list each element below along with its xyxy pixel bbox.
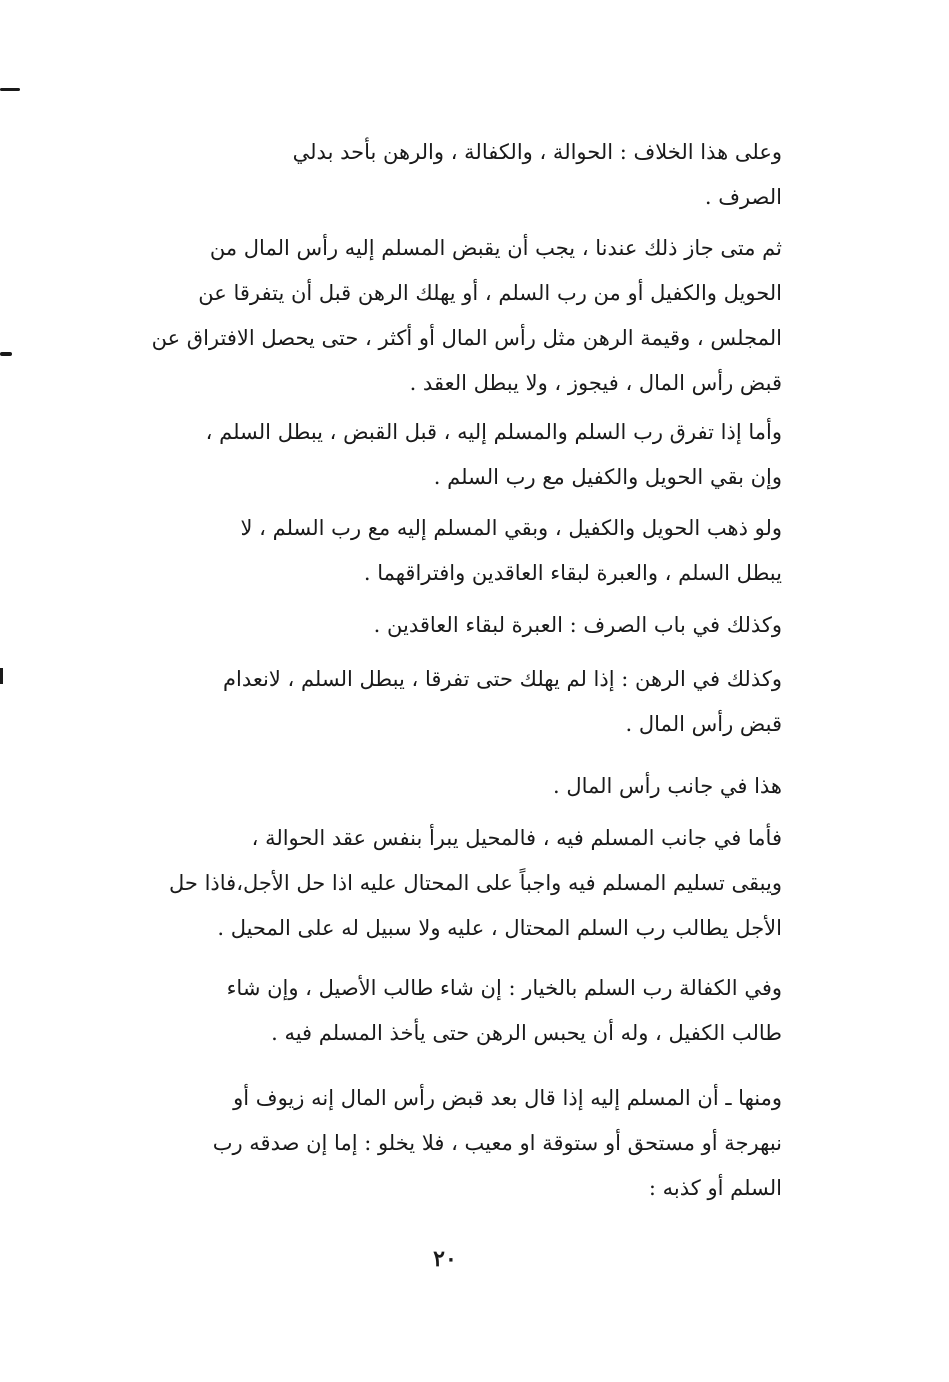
paragraph-capital-side: هذا في جانب رأس المال . bbox=[552, 774, 782, 798]
paragraph-pledge: وكذلك في الرهن : إذا لم يهلك حتى تفرقا ، يبطل السلم ، لانعدام قبض رأس المال . bbox=[223, 667, 782, 736]
paragraph-transfer-guarantee-pledge: وعلى هذا الخلاف : الحوالة ، والكفالة ، والرهن بأحد بدلي الصرف . bbox=[292, 140, 782, 209]
margin-scan-mark bbox=[0, 352, 12, 356]
paragraph-separation-before-receipt: وأما إذا تفرق رب السلم والمسلم إليه ، قبل القبض ، يبطل السلم ، وإن بقي الحويل والكفيل مع رب السلم . bbox=[205, 420, 782, 489]
page-number: ٢٠ bbox=[433, 1246, 457, 1272]
margin-scan-mark bbox=[0, 668, 3, 684]
paragraph-goods-side: فأما في جانب المسلم فيه ، فالمحيل يبرأ بنفس عقد الحوالة ، ويبقى تسليم المسلم فيه واجباً على المحتال عليه اذا حل الأجل،فاذا حل الأجل يطالب رب السلم المحتال ، عليه ولا سبيل له على المحيل . bbox=[169, 826, 782, 940]
margin-scan-mark bbox=[0, 88, 20, 91]
paragraph-exchange-chapter: وكذلك في باب الصرف : العبرة لبقاء العاقدين . bbox=[373, 613, 782, 637]
paragraph-defective-capital: ومنها ـ أن المسلم إليه إذا قال بعد قبض رأس المال إنه زيوف أو نبهرجة أو مستحق أو ستوقة او معيب ، فلا يخلو : إما إن صدقه رب السلم أو كذبه : bbox=[212, 1086, 782, 1200]
paragraph-guarantee-option: وفي الكفالة رب السلم بالخيار : إن شاء طالب الأصيل ، وإن شاء طالب الكفيل ، وله أن يحبس الرهن حتى يأخذ المسلم فيه . bbox=[226, 976, 782, 1045]
paragraph-contracting-parties: ولو ذهب الحويل والكفيل ، وبقي المسلم إليه مع رب السلم ، لا يبطل السلم ، والعبرة لبقاء العاقدين وافتراقهما . bbox=[240, 516, 782, 585]
paragraph-capital-receipt: ثم متى جاز ذلك عندنا ، يجب أن يقبض المسلم إليه رأس المال من الحويل والكفيل أو من رب السلم ، أو يهلك الرهن قبل أن يتفرقا عن المجلس ، وقيمة الرهن مثل رأس المال أو أكثر ، حتى يحصل الافتراق عن قبض رأس المال ، فيجوز ، ولا يبطل العقد . bbox=[151, 236, 782, 395]
